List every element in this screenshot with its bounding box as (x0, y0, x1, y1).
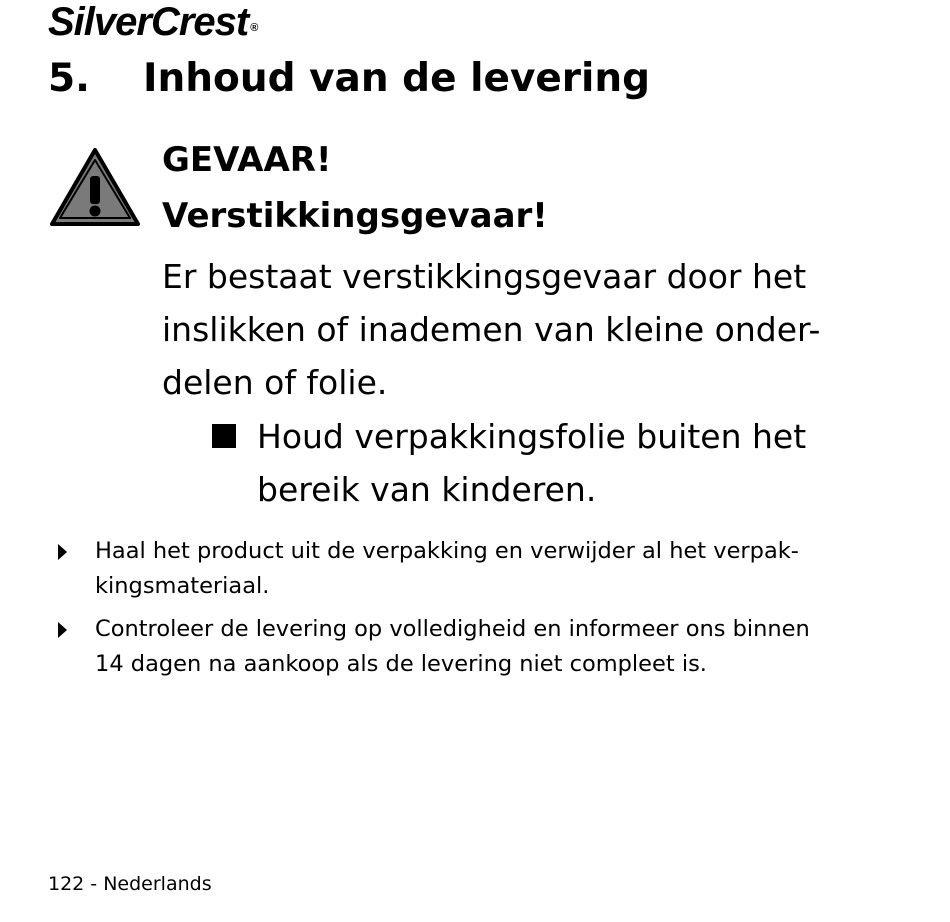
section-heading (48, 56, 650, 102)
warning-description-line: inslikken of inademen van kleine onder- (162, 310, 821, 349)
triangle-bullet-icon (58, 544, 67, 560)
warning-instruction-line: bereik van kinderen. (257, 470, 597, 509)
triangle-bullet-icon (58, 622, 67, 638)
warning-level: GEVAAR! (162, 140, 332, 180)
instruction-step-line: kingsmateriaal. (95, 573, 270, 599)
warning-description (162, 250, 852, 409)
warning-description-line: delen of folie. (162, 363, 388, 402)
brand-name: SilverCrest (48, 0, 249, 44)
page-footer: 122 - Nederlands (48, 873, 212, 895)
warning-instruction (210, 410, 850, 516)
instruction-step-line: 14 dagen na aankoop als de levering niet compleet is. (95, 651, 707, 677)
section-number: 5. (48, 56, 90, 101)
instruction-step-line: Controleer de levering op volledigheid en informeer ons binnen (95, 616, 810, 642)
brand-logo (48, 2, 257, 42)
instruction-step (58, 534, 878, 604)
warning-instruction-line: Houd verpakkingsfolie buiten het (257, 417, 807, 456)
instruction-step (58, 612, 878, 682)
registered-mark: ® (250, 22, 258, 34)
warning-triangle-icon (48, 146, 142, 228)
section-title: Inhoud van de levering (143, 56, 651, 101)
warning-description-line: Er bestaat verstikkingsgevaar door het (162, 257, 807, 296)
square-bullet-icon (212, 424, 236, 448)
warning-type: Verstikkingsgevaar! (162, 196, 548, 236)
instruction-step-line: Haal het product uit de verpakking en verwijder al het verpak- (95, 538, 799, 564)
